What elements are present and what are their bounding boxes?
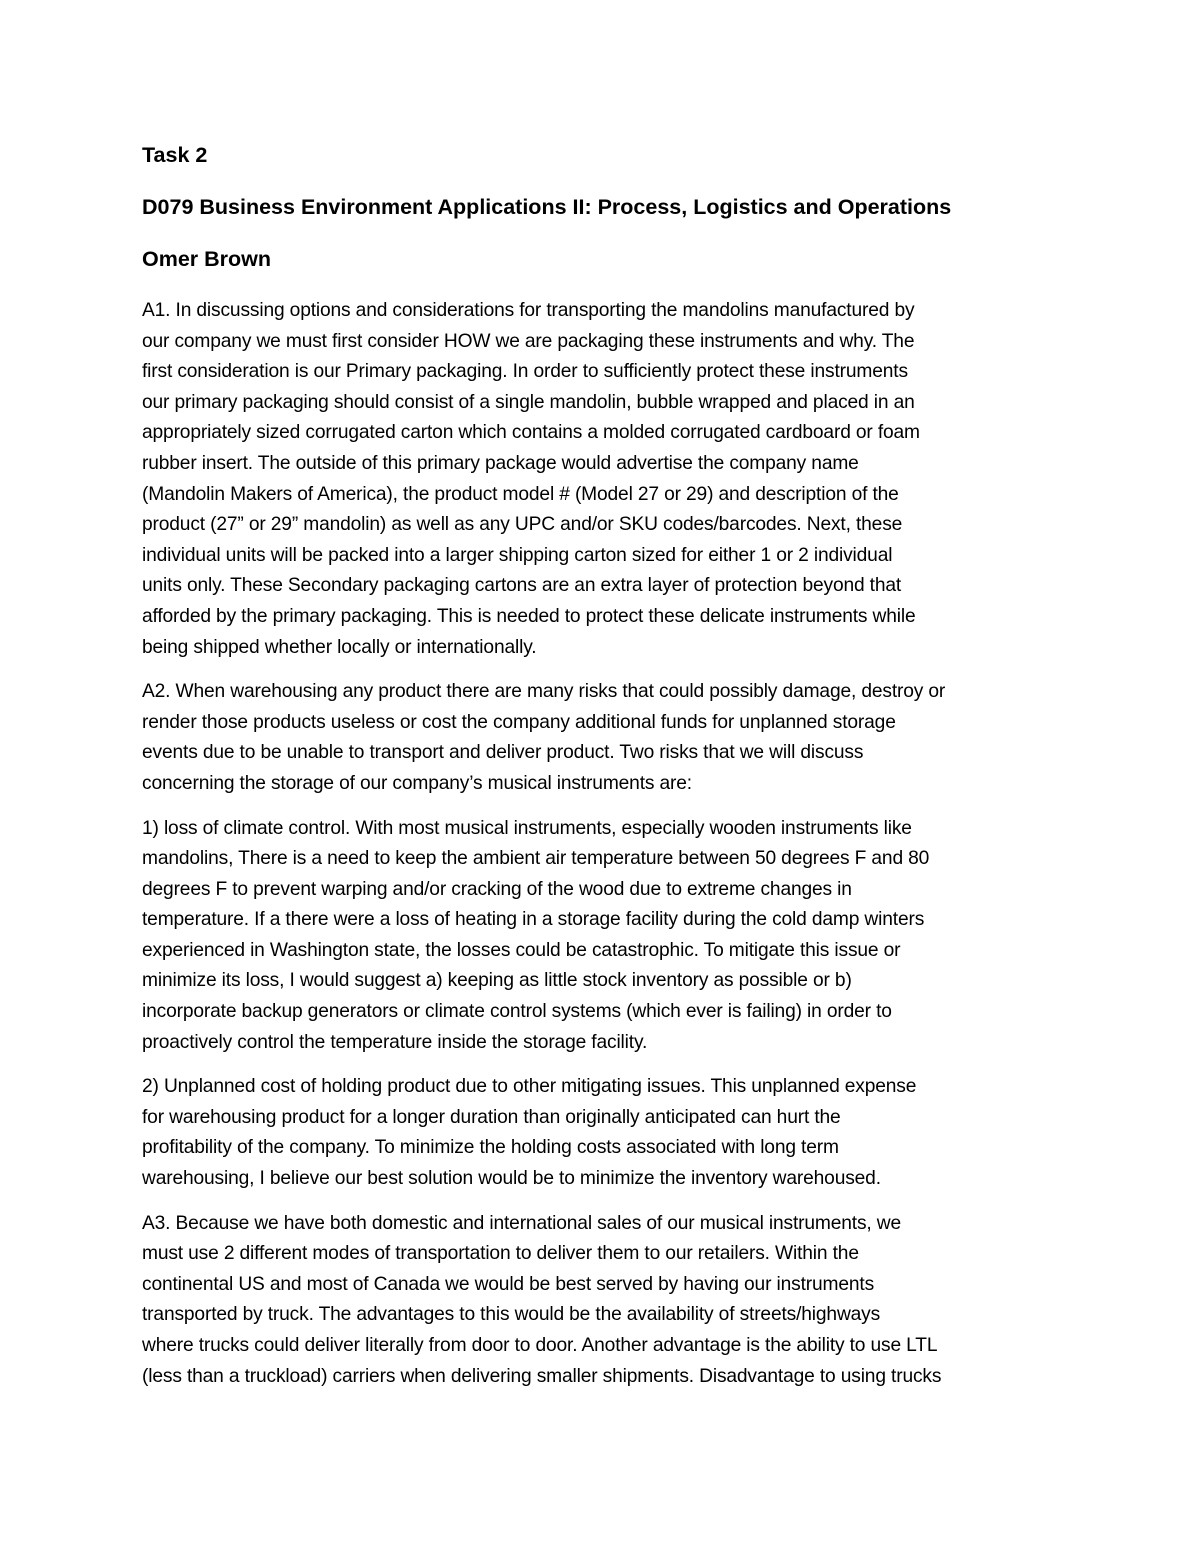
text-line: minimize its loss, I would suggest a) keeping as little stock inventory as possible or b)	[142, 970, 852, 992]
document-page	[142, 140, 1062, 1406]
text-line: proactively control the temperature inside the storage facility.	[142, 1031, 648, 1053]
text-line: must use 2 different modes of transportation to deliver them to our retailers. Within the	[142, 1243, 859, 1265]
text-line: experienced in Washington state, the losses could be catastrophic. To mitigate this issue or	[142, 939, 901, 961]
text-line: incorporate backup generators or climate control systems (which ever is failing) in order to	[142, 1001, 892, 1023]
paragraph-a2	[142, 677, 1062, 799]
paragraph-risk-1	[142, 814, 1062, 1059]
text-line: our primary packaging should consist of a single mandolin, bubble wrapped and placed in an	[142, 391, 915, 413]
text-line: product (27” or 29” mandolin) as well as any UPC and/or SKU codes/barcodes. Next, these	[142, 514, 903, 536]
text-line: A1. In discussing options and considerations for transporting the mandolins manufactured by	[142, 300, 915, 321]
text-line: units only. These Secondary packaging cartons are an extra layer of protection beyond that	[142, 575, 902, 597]
text-line: individual units will be packed into a larger shipping carton sized for either 1 or 2 individual	[142, 544, 893, 566]
text-line: where trucks could deliver literally from door to door. Another advantage is the ability to use LTL	[142, 1335, 938, 1356]
paragraph-risk-2	[142, 1072, 1062, 1194]
text-line: appropriately sized corrugated carton which contains a molded corrugated cardboard or foam	[142, 422, 920, 444]
text-line: being shipped whether locally or internationally.	[142, 636, 537, 658]
text-line: first consideration is our Primary packaging. In order to sufficiently protect these instruments	[142, 361, 908, 383]
text-line: 1) loss of climate control. With most musical instruments, especially wooden instruments like	[142, 817, 912, 839]
author-name: Omer Brown	[142, 247, 272, 271]
text-line: afforded by the primary packaging. This is needed to protect these delicate instruments while	[142, 605, 916, 627]
text-line: rubber insert. The outside of this primary package would advertise the company name	[142, 452, 859, 474]
text-line: continental US and most of Canada we would be best served by having our instruments	[142, 1273, 875, 1295]
paragraph-a3	[142, 1209, 1062, 1393]
text-line: warehousing, I believe our best solution would be to minimize the inventory warehoused.	[142, 1168, 881, 1190]
text-line: (Mandolin Makers of America), the product model # (Model 27 or 29) and description of the	[142, 483, 899, 505]
text-line: 2) Unplanned cost of holding product due to other mitigating issues. This unplanned expense	[142, 1076, 917, 1098]
text-line: A3. Because we have both domestic and international sales of our musical instruments, we	[142, 1212, 901, 1234]
course-title: D079 Business Environment Applications II: Process, Logistics and Operations	[142, 195, 952, 219]
text-line: our company we must first consider HOW we are packaging these instruments and why. The	[142, 330, 915, 352]
text-line: for warehousing product for a longer duration than originally anticipated can hurt the	[142, 1106, 841, 1128]
text-line: mandolins, There is a need to keep the ambient air temperature between 50 degrees F and 80	[142, 848, 930, 870]
text-line: profitability of the company. To minimize the holding costs associated with long term	[142, 1137, 839, 1159]
text-line: events due to be unable to transport and deliver product. Two risks that we will discuss	[142, 742, 864, 764]
text-line: degrees F to prevent warping and/or cracking of the wood due to extreme changes in	[142, 878, 852, 900]
text-line: transported by truck. The advantages to this would be the availability of streets/highways	[142, 1304, 881, 1326]
text-line: A2. When warehousing any product there are many risks that could possibly damage, destroy or	[142, 681, 946, 703]
text-line: temperature. If a there were a loss of heating in a storage facility during the cold damp winters	[142, 909, 925, 931]
text-line: concerning the storage of our company’s musical instruments are:	[142, 772, 692, 794]
text-line: (less than a truckload) carriers when delivering smaller shipments. Disadvantage to using trucks	[142, 1365, 942, 1387]
text-line: render those products useless or cost the company additional funds for unplanned storage	[142, 711, 896, 733]
paragraph-a1	[142, 296, 1062, 663]
task-heading: Task 2	[142, 143, 208, 167]
